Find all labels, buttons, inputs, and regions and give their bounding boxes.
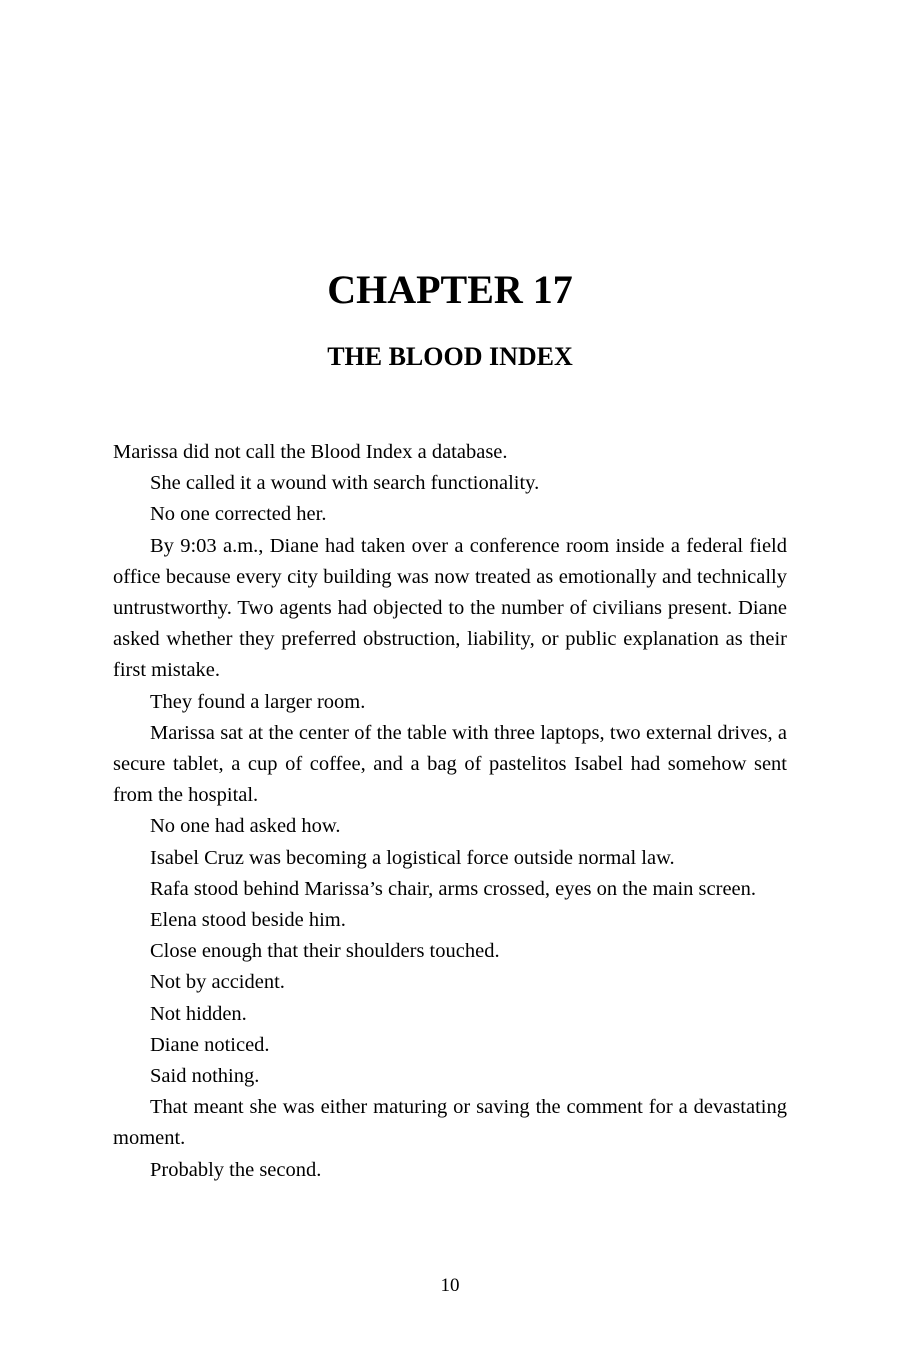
chapter-number-heading: CHAPTER 17 [327, 267, 573, 312]
paragraph: Close enough that their shoulders touched. [150, 940, 500, 963]
paragraph: No one had asked how. [150, 815, 341, 838]
paragraph: Isabel Cruz was becoming a logistical force outside normal law. [150, 846, 675, 869]
chapter-title-heading: THE BLOOD INDEX [327, 342, 573, 371]
paragraph: Marissa did not call the Blood Index a database. [113, 441, 508, 463]
paragraph: Marissa sat at the center of the table with three laptops, two external drives, a secure tablet, a cup of coffee, and a bag of pastelitos Isabel had somehow sent from the hospital. [113, 721, 787, 807]
paragraph: Probably the second. [150, 1158, 322, 1181]
paragraph: Not hidden. [150, 1002, 247, 1025]
paragraph: Diane noticed. [150, 1033, 270, 1056]
paragraph: By 9:03 a.m., Diane had taken over a conference room inside a federal field office because every city building was now treated as emotionally and technically untrustworthy. Two agents had objected to the number of civilians present. Diane asked whether they preferred obstruction, liability, or public explanation as their first mistake. [113, 534, 787, 682]
paragraph: That meant she was either maturing or saving the comment for a devastating moment. [113, 1096, 787, 1150]
paragraph: Elena stood beside him. [150, 909, 346, 932]
paragraph: Rafa stood behind Marissa’s chair, arms crossed, eyes on the main screen. [150, 877, 757, 900]
paragraph: Not by accident. [150, 971, 285, 994]
paragraph: They found a larger room. [150, 690, 366, 713]
page-number: 10 [440, 1275, 460, 1296]
paragraph: She called it a wound with search functionality. [150, 472, 540, 495]
paragraph: No one corrected her. [150, 503, 327, 526]
paragraph: Said nothing. [150, 1065, 260, 1088]
chapter-body [113, 437, 787, 1186]
